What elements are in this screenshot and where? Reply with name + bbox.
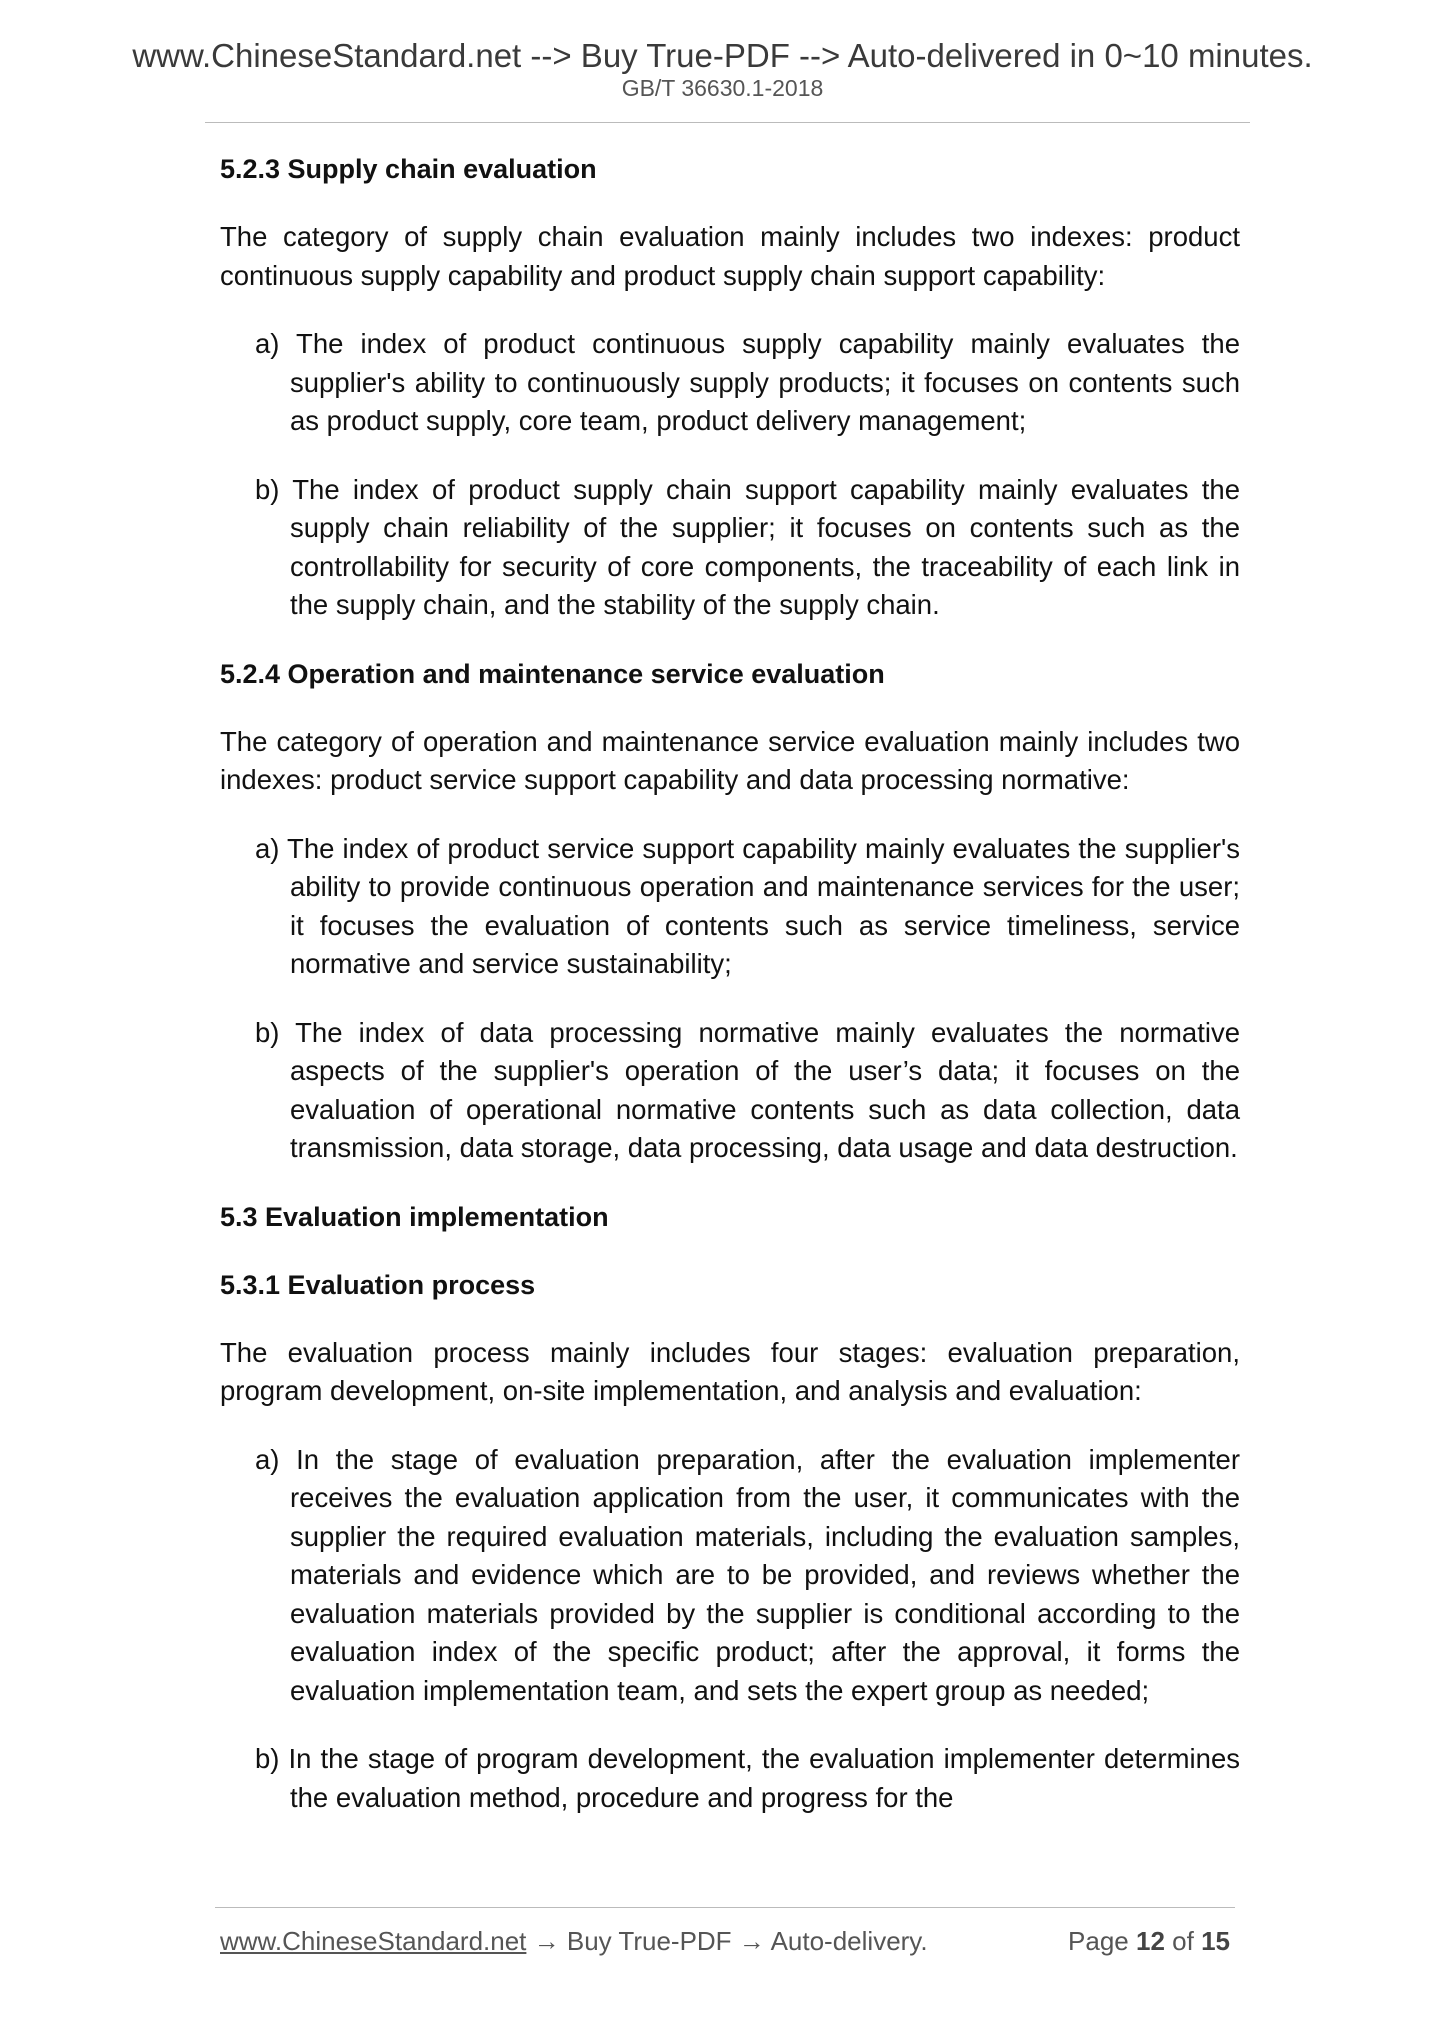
page-footer (220, 1924, 1230, 1958)
section-intro: The category of operation and maintenance service evaluation mainly includes two indexes: product service support capability and data processing normative: (220, 725, 1240, 795)
footer-site-link[interactable]: www.ChineseStandard.net (220, 1926, 527, 1956)
document-body (220, 150, 1240, 1817)
list-item: a) The index of product service support capability mainly evaluates the supplier's ability to provide continuous operation and maintenance services for the user; it focuses the evaluation of contents such as service timeliness, service normative and service sustainability; (255, 832, 1240, 979)
section-heading-5-3: 5.3 Evaluation implementation (220, 1201, 609, 1232)
list-item: b) In the stage of program development, the evaluation implementer determines the evaluation method, procedure and progress for the (255, 1743, 1240, 1813)
header-divider (205, 122, 1250, 123)
page-indicator (1068, 1924, 1230, 1958)
of-word: of (1172, 1926, 1194, 1956)
section-intro: The category of supply chain evaluation mainly includes two indexes: product continuous supply capability and product supply chain support capability: (220, 221, 1240, 291)
section-heading-5-2-3: 5.2.3 Supply chain evaluation (220, 154, 597, 184)
section-intro: The evaluation process mainly includes four stages: evaluation preparation, program development, on-site implementation, and analysis and evaluation: (220, 1336, 1240, 1406)
list-item: b) The index of data processing normative mainly evaluates the normative aspects of the supplier's operation of the user’s data; it focuses on the evaluation of operational normative contents such as data collection, data transmission, data storage, data processing, data usage and data destruction. (255, 1016, 1240, 1163)
list-item: b) The index of product supply chain support capability mainly evaluates the supply chain reliability of the supplier; it focuses on contents such as the controllability for security of core components, the traceability of each link in the supply chain, and the stability of the supply chain. (255, 473, 1240, 620)
section-heading-5-2-4: 5.2.4 Operation and maintenance service evaluation (220, 658, 885, 689)
footer-divider (215, 1907, 1235, 1908)
list-item: a) The index of product continuous supply capability mainly evaluates the supplier's ability to continuously supply products; it focuses on contents such as product supply, core team, product delivery management; (255, 328, 1240, 436)
site-banner: www.ChineseStandard.net --> Buy True-PDF --> Auto-delivered in 0~10 minutes. (132, 37, 1313, 74)
section-heading-5-3-1: 5.3.1 Evaluation process (220, 1269, 536, 1300)
list-item: a) In the stage of evaluation preparation, after the evaluation implementer receives the evaluation application from the user, it communicates with the supplier the required evaluation materials, including the evaluation samples, materials and evidence which are to be provided, and reviews whether the evaluation materials provided by the supplier is conditional according to the evaluation index of the specific product; after the approval, it forms the evaluation implementation team, and sets the expert group as needed; (255, 1443, 1240, 1706)
page-current: 12 (1136, 1926, 1165, 1956)
page-total: 15 (1201, 1926, 1230, 1956)
page-word: Page (1068, 1926, 1129, 1956)
footer-tagline: → Buy True-PDF → Auto-delivery. (526, 1926, 928, 1956)
standard-number: GB/T 36630.1-2018 (621, 75, 824, 101)
